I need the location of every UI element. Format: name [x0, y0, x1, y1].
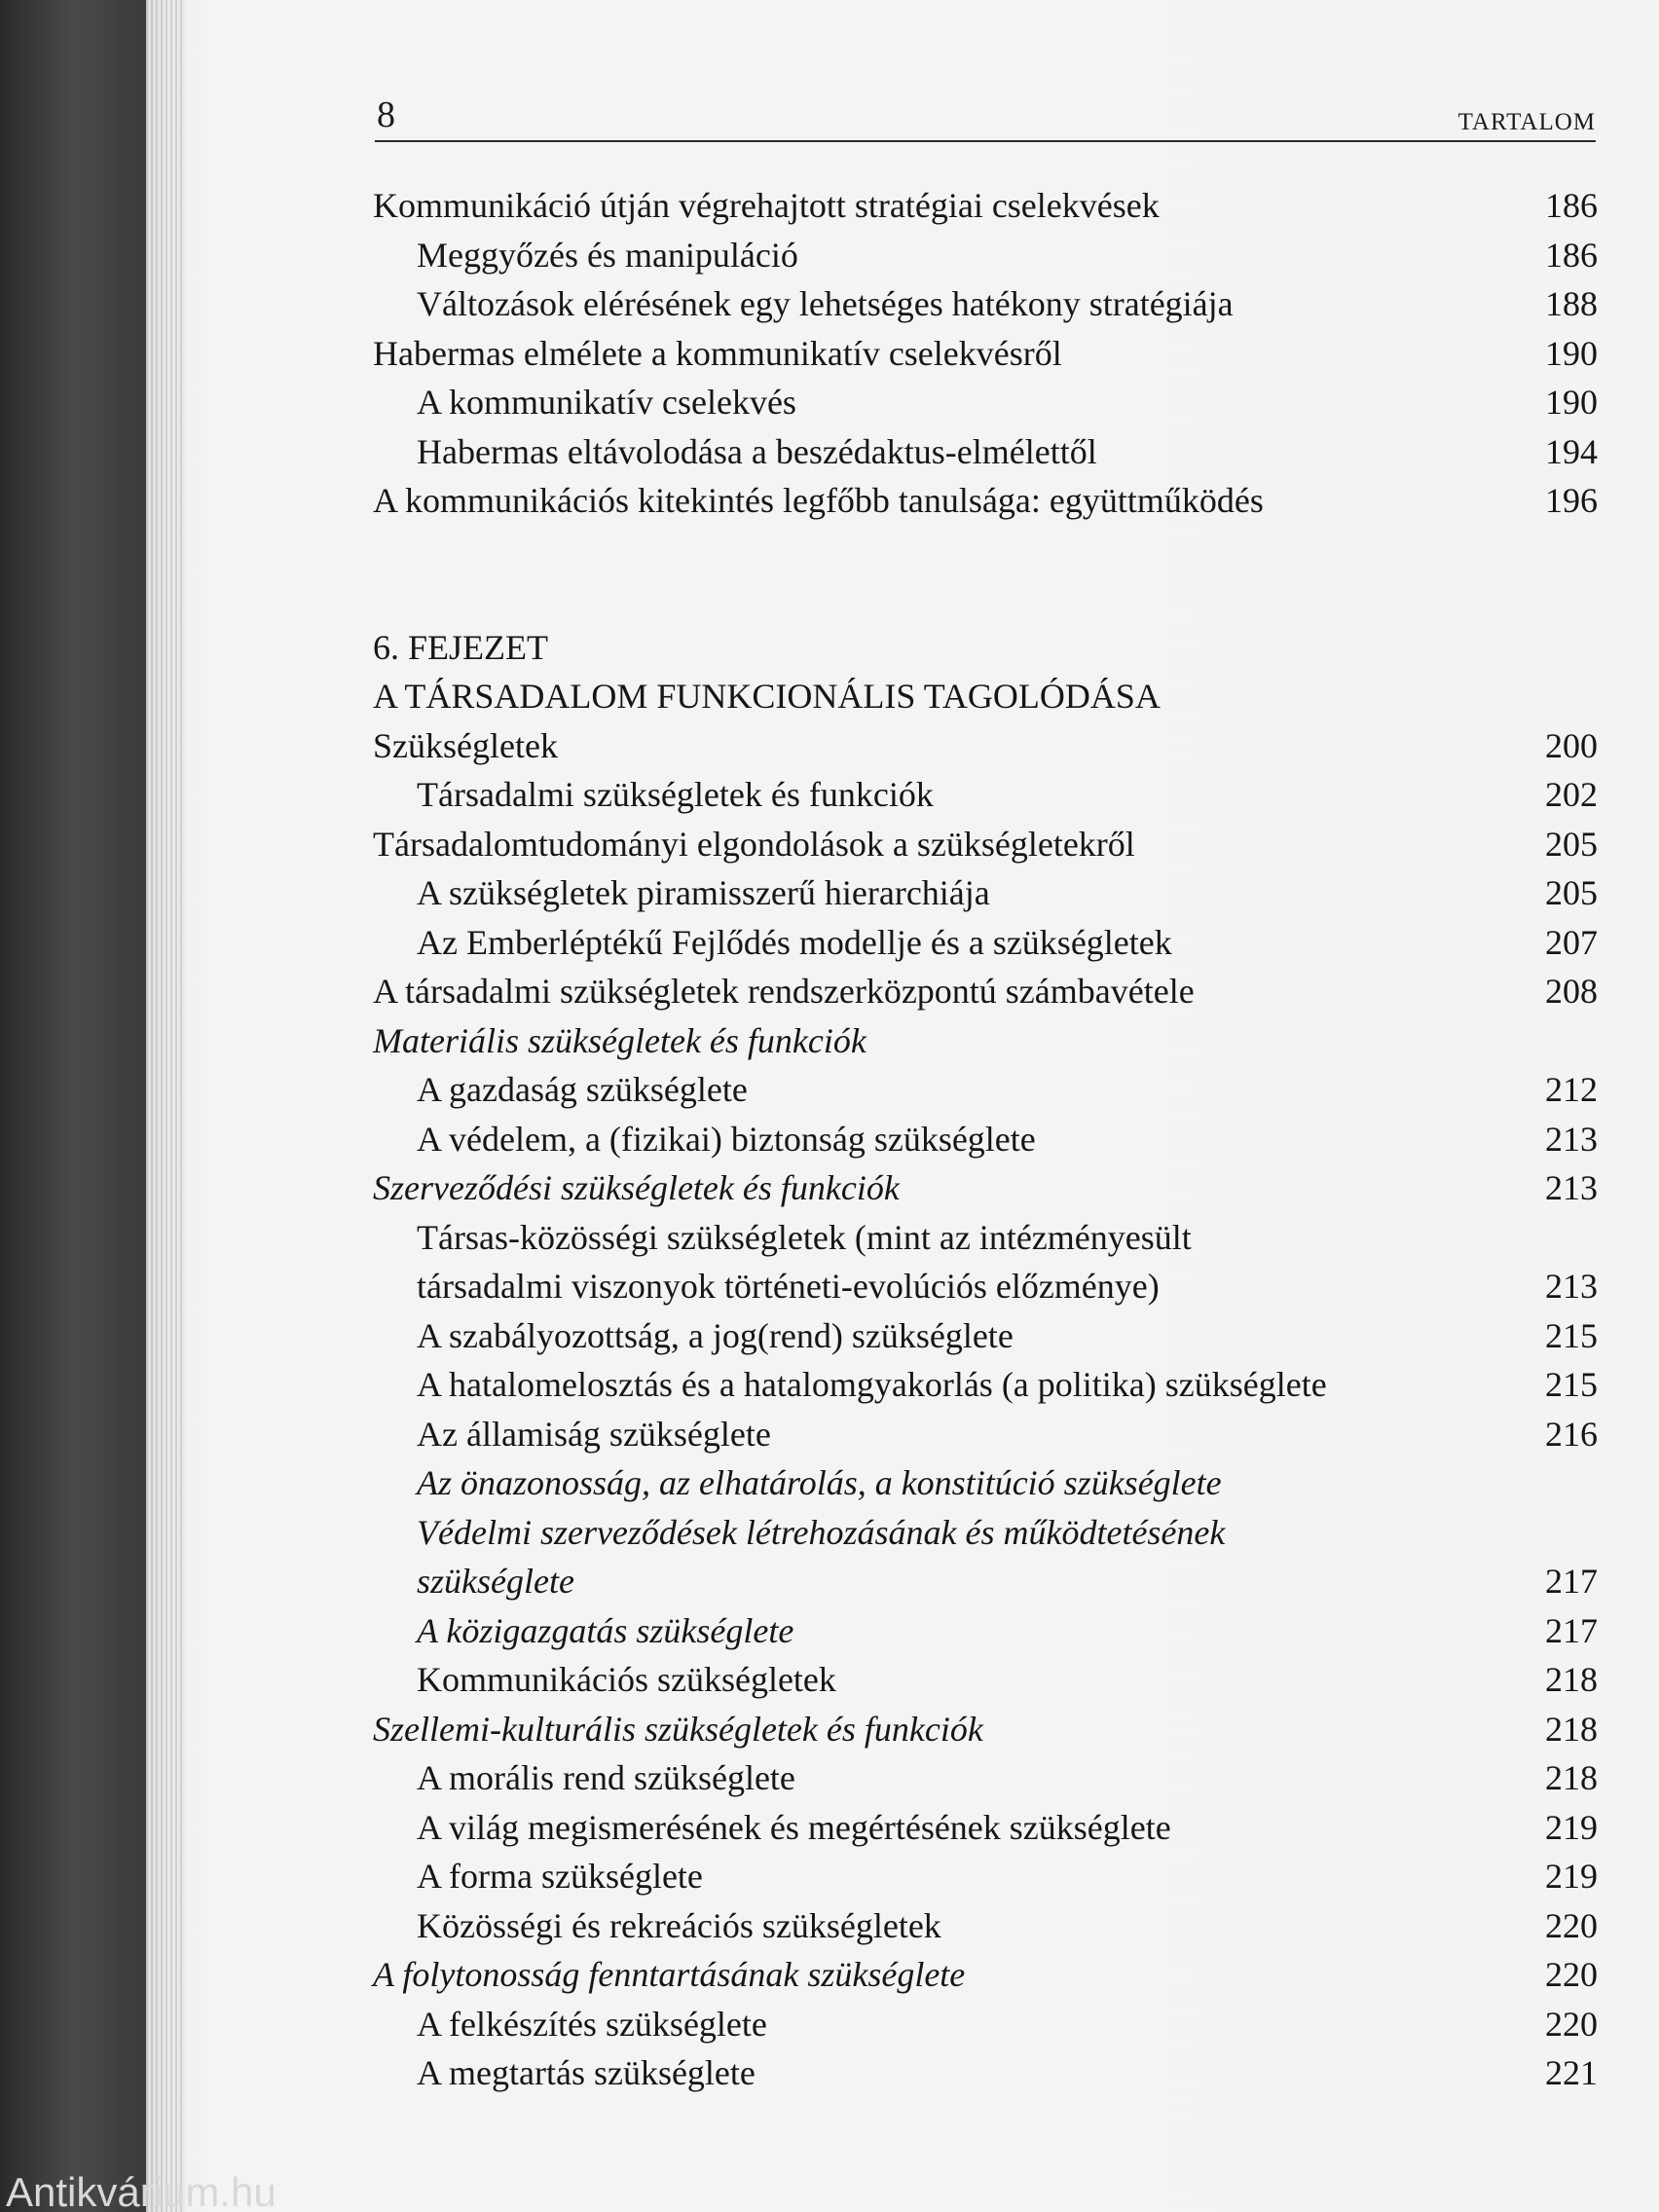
toc-entry-title: A morális rend szükséglete [417, 1758, 795, 1797]
chapter-title: A TÁRSADALOM FUNKCIONÁLIS TAGOLÓDÁSA [373, 677, 1161, 716]
toc-entry-page: 190 [1545, 383, 1598, 422]
toc-entry-title: A kommunikációs kitekintés legfőbb tanulsága: együttműködés [373, 481, 1264, 520]
toc-entry-page: 208 [1545, 972, 1598, 1011]
toc-entry [373, 231, 1598, 280]
toc-entry-page: 207 [1545, 922, 1598, 962]
toc-entry-title: A megtartás szükséglete [417, 2053, 756, 2092]
toc-entry-page: 205 [1545, 824, 1598, 864]
toc-entry [373, 2048, 1598, 2098]
toc-entry [373, 427, 1598, 477]
toc-entry-page: 194 [1545, 431, 1598, 471]
toc-entry [373, 378, 1598, 427]
toc-entry [373, 2000, 1598, 2049]
toc-entry-title: Az államiság szükséglete [417, 1414, 771, 1454]
page-header [375, 93, 1596, 142]
toc-entry [373, 1705, 1598, 1754]
toc-entry-title: Közösségi és rekreációs szükségletek [417, 1905, 941, 1945]
toc-entry [373, 1213, 1598, 1263]
toc-entry-title: A kommunikatív cselekvés [417, 383, 796, 422]
toc-entry-title: Meggyőzés és manipuláció [417, 235, 798, 275]
toc-entry-page: 212 [1545, 1070, 1598, 1109]
toc-entry-page: 221 [1545, 2053, 1598, 2092]
toc-entry [373, 1410, 1598, 1459]
toc-entry-page: 200 [1545, 725, 1598, 765]
toc-entry-title: Védelmi szerveződések létrehozásának és működtetésének [417, 1512, 1226, 1552]
toc-entry-page: 205 [1545, 873, 1598, 912]
toc-entry-title: Kommunikációs szükségletek [417, 1660, 836, 1699]
toc-section-chapter-6 [373, 721, 1598, 2098]
toc-entry-title: A társadalmi szükségletek rendszerközpontú számbavétele [373, 972, 1195, 1011]
toc-entry-page: 190 [1545, 333, 1598, 373]
toc-entry [373, 1311, 1598, 1361]
toc-entry [373, 1360, 1598, 1410]
toc-entry [373, 1950, 1598, 2000]
toc-entry-title: Az Emberléptékű Fejlődés modellje és a szükségletek [417, 922, 1172, 962]
toc-entry-title: Habermas eltávolodása a beszédaktus-elmélettől [417, 431, 1097, 471]
toc-entry [373, 1508, 1598, 1558]
toc-entry [373, 1065, 1598, 1115]
toc-entry [373, 1163, 1598, 1213]
toc-entry [373, 967, 1598, 1016]
toc-entry-page: 202 [1545, 775, 1598, 814]
toc-entry-title: Kommunikáció útján végrehajtott stratégiai cselekvések [373, 186, 1160, 225]
toc-entry-title: Társadalmi szükségletek és funkciók [417, 775, 934, 814]
toc-entry-title: A szabályozottság, a jog(rend) szükséglete [417, 1315, 1014, 1355]
toc-entry-title: A gazdaság szükséglete [417, 1070, 748, 1109]
toc-entry-title: szükséglete [417, 1562, 574, 1601]
toc-entry-title: Szellemi-kulturális szükségletek és funkciók [373, 1709, 983, 1749]
toc-entry-page: 213 [1545, 1119, 1598, 1159]
page-edges [146, 0, 185, 2212]
toc-entry [373, 868, 1598, 918]
toc-entry-title: A hatalomelosztás és a hatalomgyakorlás (a politika) szükséglete [417, 1365, 1327, 1404]
toc-entry-title: Materiális szükségletek és funkciók [373, 1020, 866, 1060]
toc-entry [373, 770, 1598, 820]
toc-entry-title: Változások elérésének egy lehetséges hatékony stratégiája [417, 284, 1234, 323]
toc-entry [373, 1262, 1598, 1311]
toc-entry-page: 218 [1545, 1709, 1598, 1749]
toc-entry-title: Szükségletek [373, 725, 558, 765]
toc-entry [373, 820, 1598, 869]
toc-entry-page: 219 [1545, 1807, 1598, 1847]
toc-entry-title: társadalmi viszonyok történeti-evolúciós előzménye) [417, 1267, 1160, 1306]
toc-entry-page: 220 [1545, 1905, 1598, 1945]
toc-entry-title: A forma szükséglete [417, 1857, 703, 1896]
toc-entry-page: 186 [1545, 235, 1598, 275]
toc-entry [373, 1016, 1598, 1066]
toc-entry-page: 216 [1545, 1414, 1598, 1454]
toc-entry-page: 220 [1545, 1955, 1598, 1994]
toc-entry-page: 188 [1545, 284, 1598, 323]
toc-entry [373, 1852, 1598, 1901]
toc-entry-title: A világ megismerésének és megértésének szükséglete [417, 1807, 1171, 1847]
toc-entry-title: A közigazgatás szükséglete [417, 1610, 794, 1650]
toc-entry [373, 1557, 1598, 1606]
toc-entry-page: 217 [1545, 1610, 1598, 1650]
toc-entry-title: Az önazonosság, az elhatárolás, a konstitúció szükséglete [417, 1463, 1222, 1502]
toc-entry [373, 1753, 1598, 1803]
toc-entry [373, 329, 1598, 379]
toc-entry-page: 220 [1545, 2004, 1598, 2044]
toc-entry-title: Társadalomtudományi elgondolások a szükségletekről [373, 824, 1135, 864]
section-gap [373, 526, 1598, 623]
page-number: 8 [377, 94, 395, 135]
toc-entry [373, 476, 1598, 526]
toc-entry-page: 218 [1545, 1758, 1598, 1797]
table-of-contents [373, 181, 1598, 2098]
toc-entry [373, 721, 1598, 771]
toc-entry [373, 918, 1598, 968]
toc-entry-title: Habermas elmélete a kommunikatív cselekvésről [373, 333, 1062, 373]
toc-section-previous-chapter [373, 181, 1598, 526]
toc-entry-title: A folytonosság fenntartásának szükséglete [373, 1955, 966, 1994]
toc-entry-title: A szükségletek piramisszerű hierarchiája [417, 873, 990, 912]
toc-entry-page: 196 [1545, 481, 1598, 520]
toc-entry-page: 219 [1545, 1857, 1598, 1896]
toc-entry-title: A felkészítés szükséglete [417, 2004, 767, 2044]
toc-entry [373, 1606, 1598, 1656]
toc-entry [373, 181, 1598, 231]
toc-entry-page: 213 [1545, 1168, 1598, 1207]
toc-entry [373, 1115, 1598, 1164]
desk-background [0, 0, 166, 2212]
toc-entry [373, 1458, 1598, 1508]
toc-entry-title: Társas-közösségi szükségletek (mint az intézményesült [417, 1217, 1192, 1257]
toc-entry-page: 217 [1545, 1562, 1598, 1601]
toc-entry-title: A védelem, a (fizikai) biztonság szükséglete [417, 1119, 1036, 1159]
toc-entry-title: Szerveződési szükségletek és funkciók [373, 1168, 900, 1207]
toc-entry-page: 215 [1545, 1315, 1598, 1355]
running-title: TARTALOM [1457, 109, 1596, 135]
toc-entry-page: 218 [1545, 1660, 1598, 1699]
toc-entry [373, 1655, 1598, 1705]
watermark: Antikvárium.hu [6, 2173, 276, 2212]
toc-entry-page: 213 [1545, 1267, 1598, 1306]
toc-entry-page: 215 [1545, 1365, 1598, 1404]
toc-entry [373, 1901, 1598, 1951]
toc-entry-page: 186 [1545, 186, 1598, 225]
toc-entry [373, 1803, 1598, 1853]
chapter-number: 6. FEJEZET [373, 627, 548, 667]
toc-entry [373, 279, 1598, 329]
